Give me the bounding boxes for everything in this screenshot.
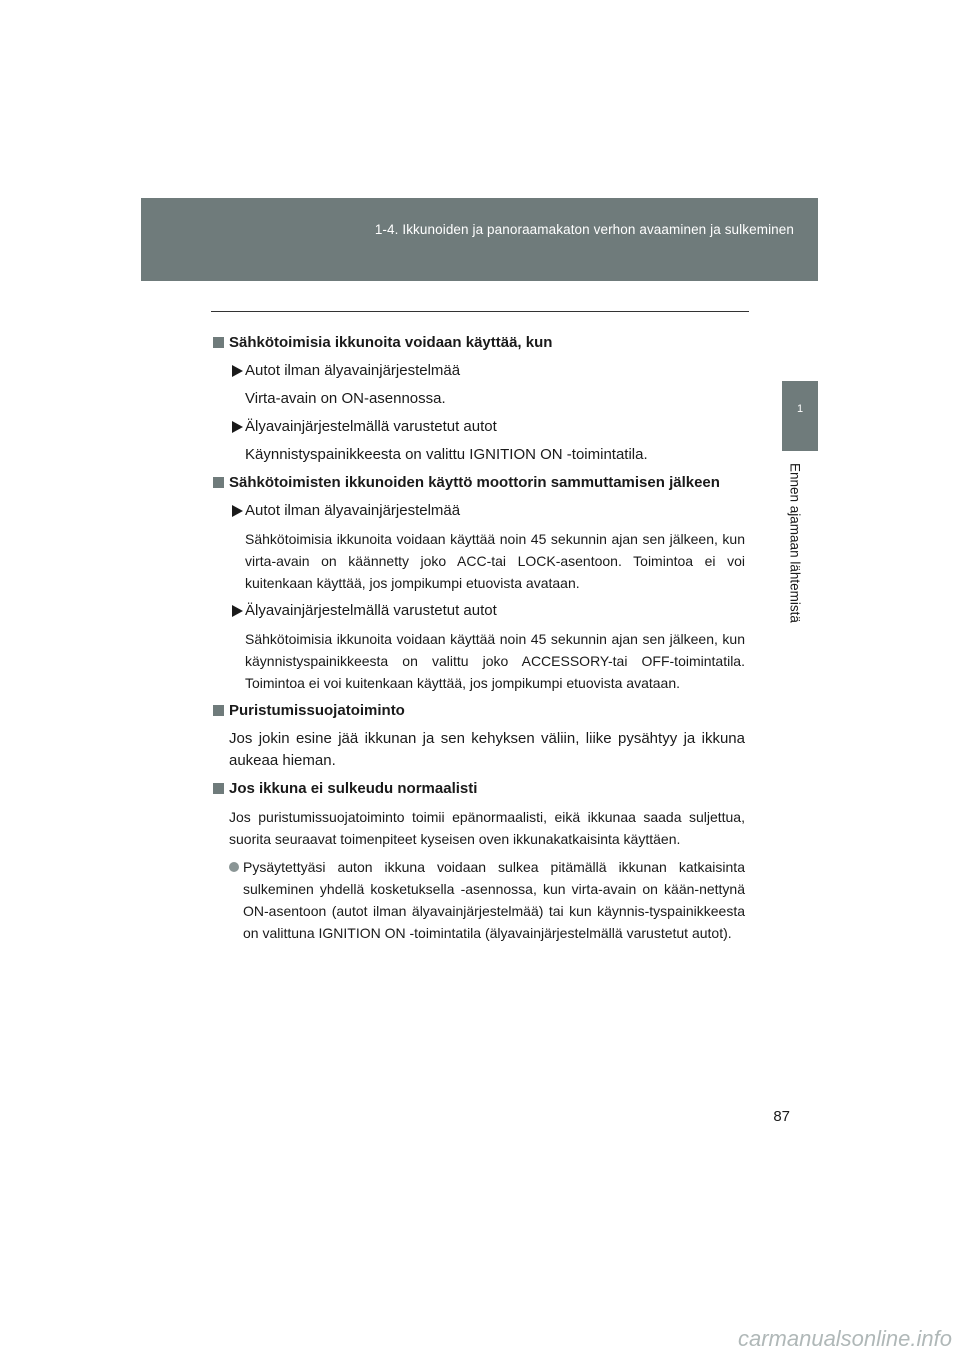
watermark-text: carmanualsonline.info [737,1326,952,1351]
triangle-arrow-icon [232,421,243,433]
section-body: Jos jokin esine jää ikkunan ja sen kehyksen väliin, liike pysähtyy ja ikkuna aukeaa hieman. [229,730,745,769]
subsection-body: Käynnistyspainikkeesta on valittu IGNITION ON -toimintatila. [245,446,648,463]
subsection-title: Autot ilman älyavainjärjestelmää [213,360,745,382]
page-content [213,326,745,944]
page-number: 87 [773,1108,790,1125]
section-heading: Puristumissuojatoiminto [213,700,745,722]
triangle-arrow-icon [232,605,243,617]
chapter-side-label-text: Ennen ajamaan lähtemistä [787,463,803,623]
section-heading: Jos ikkuna ei sulkeudu normaalisti [213,778,745,800]
square-bullet-icon [213,783,224,794]
square-bullet-icon [213,705,224,716]
section-divider [211,311,749,312]
subsection-body: Virta-avain on ON-asennossa. [245,390,446,407]
chapter-side-label [780,463,810,663]
square-bullet-icon [213,477,224,488]
round-bullet-icon [229,862,239,872]
subsection-title: Älyavainjärjestelmällä varustetut autot [213,416,745,438]
square-bullet-icon [213,337,224,348]
subsection-body: Sähkötoimisia ikkunoita voidaan käyttää noin 45 sekunnin ajan sen jälkeen, kun virta-avain on käännetty joko ACC-tai LOCK-asentoon. Toimintoa ei voi kuitenkaan käyttää, jos jompikumpi etuovista avataan. [245,531,745,591]
chapter-tab [782,381,818,451]
subsection-title: Autot ilman älyavainjärjestelmää [213,500,745,522]
subsection-title: Älyavainjärjestelmällä varustetut autot [213,600,745,622]
subsection-body: Sähkötoimisia ikkunoita voidaan käyttää noin 45 sekunnin ajan sen jälkeen, kun käynnistyspainikkeesta on valittu joko ACCESSORY-tai OFF-toimintatila. Toimintoa ei voi kuitenkaan käyttää, jos jompikumpi etuovista avataan. [245,631,745,691]
section-heading: Sähkötoimisia ikkunoita voidaan käyttää, kun [213,332,745,354]
triangle-arrow-icon [232,365,243,377]
header-band [141,198,818,281]
chapter-title: 1-4. Ikkunoiden ja panoraamakaton verhon avaaminen ja sulkeminen [374,222,794,237]
section-heading: Sähkötoimisten ikkunoiden käyttö moottorin sammuttamisen jälkeen [213,472,745,494]
bullet-item: Pysäytettyäsi auton ikkuna voidaan sulkea pitämällä ikkunan katkaisinta sulkeminen yhdellä kosketuksella -asennossa, kun virta-avain on kään-nettynä ON-asentoon (autot ilman älyavainjärjestelmää) tai kun käynnis-tyspainikkeesta on valittuna IGNITION ON -toimintatila (älyavainjärjestelmällä varustetut autot). [213,856,745,944]
chapter-tab-number: 1 [796,403,804,415]
triangle-arrow-icon [232,505,243,517]
section-body: Jos puristumissuojatoiminto toimii epänormaalisti, eikä ikkunaa saada suljettua, suorita seuraavat toimenpiteet kyseisen oven ikkunakatkaisinta käyttäen. [229,809,745,847]
